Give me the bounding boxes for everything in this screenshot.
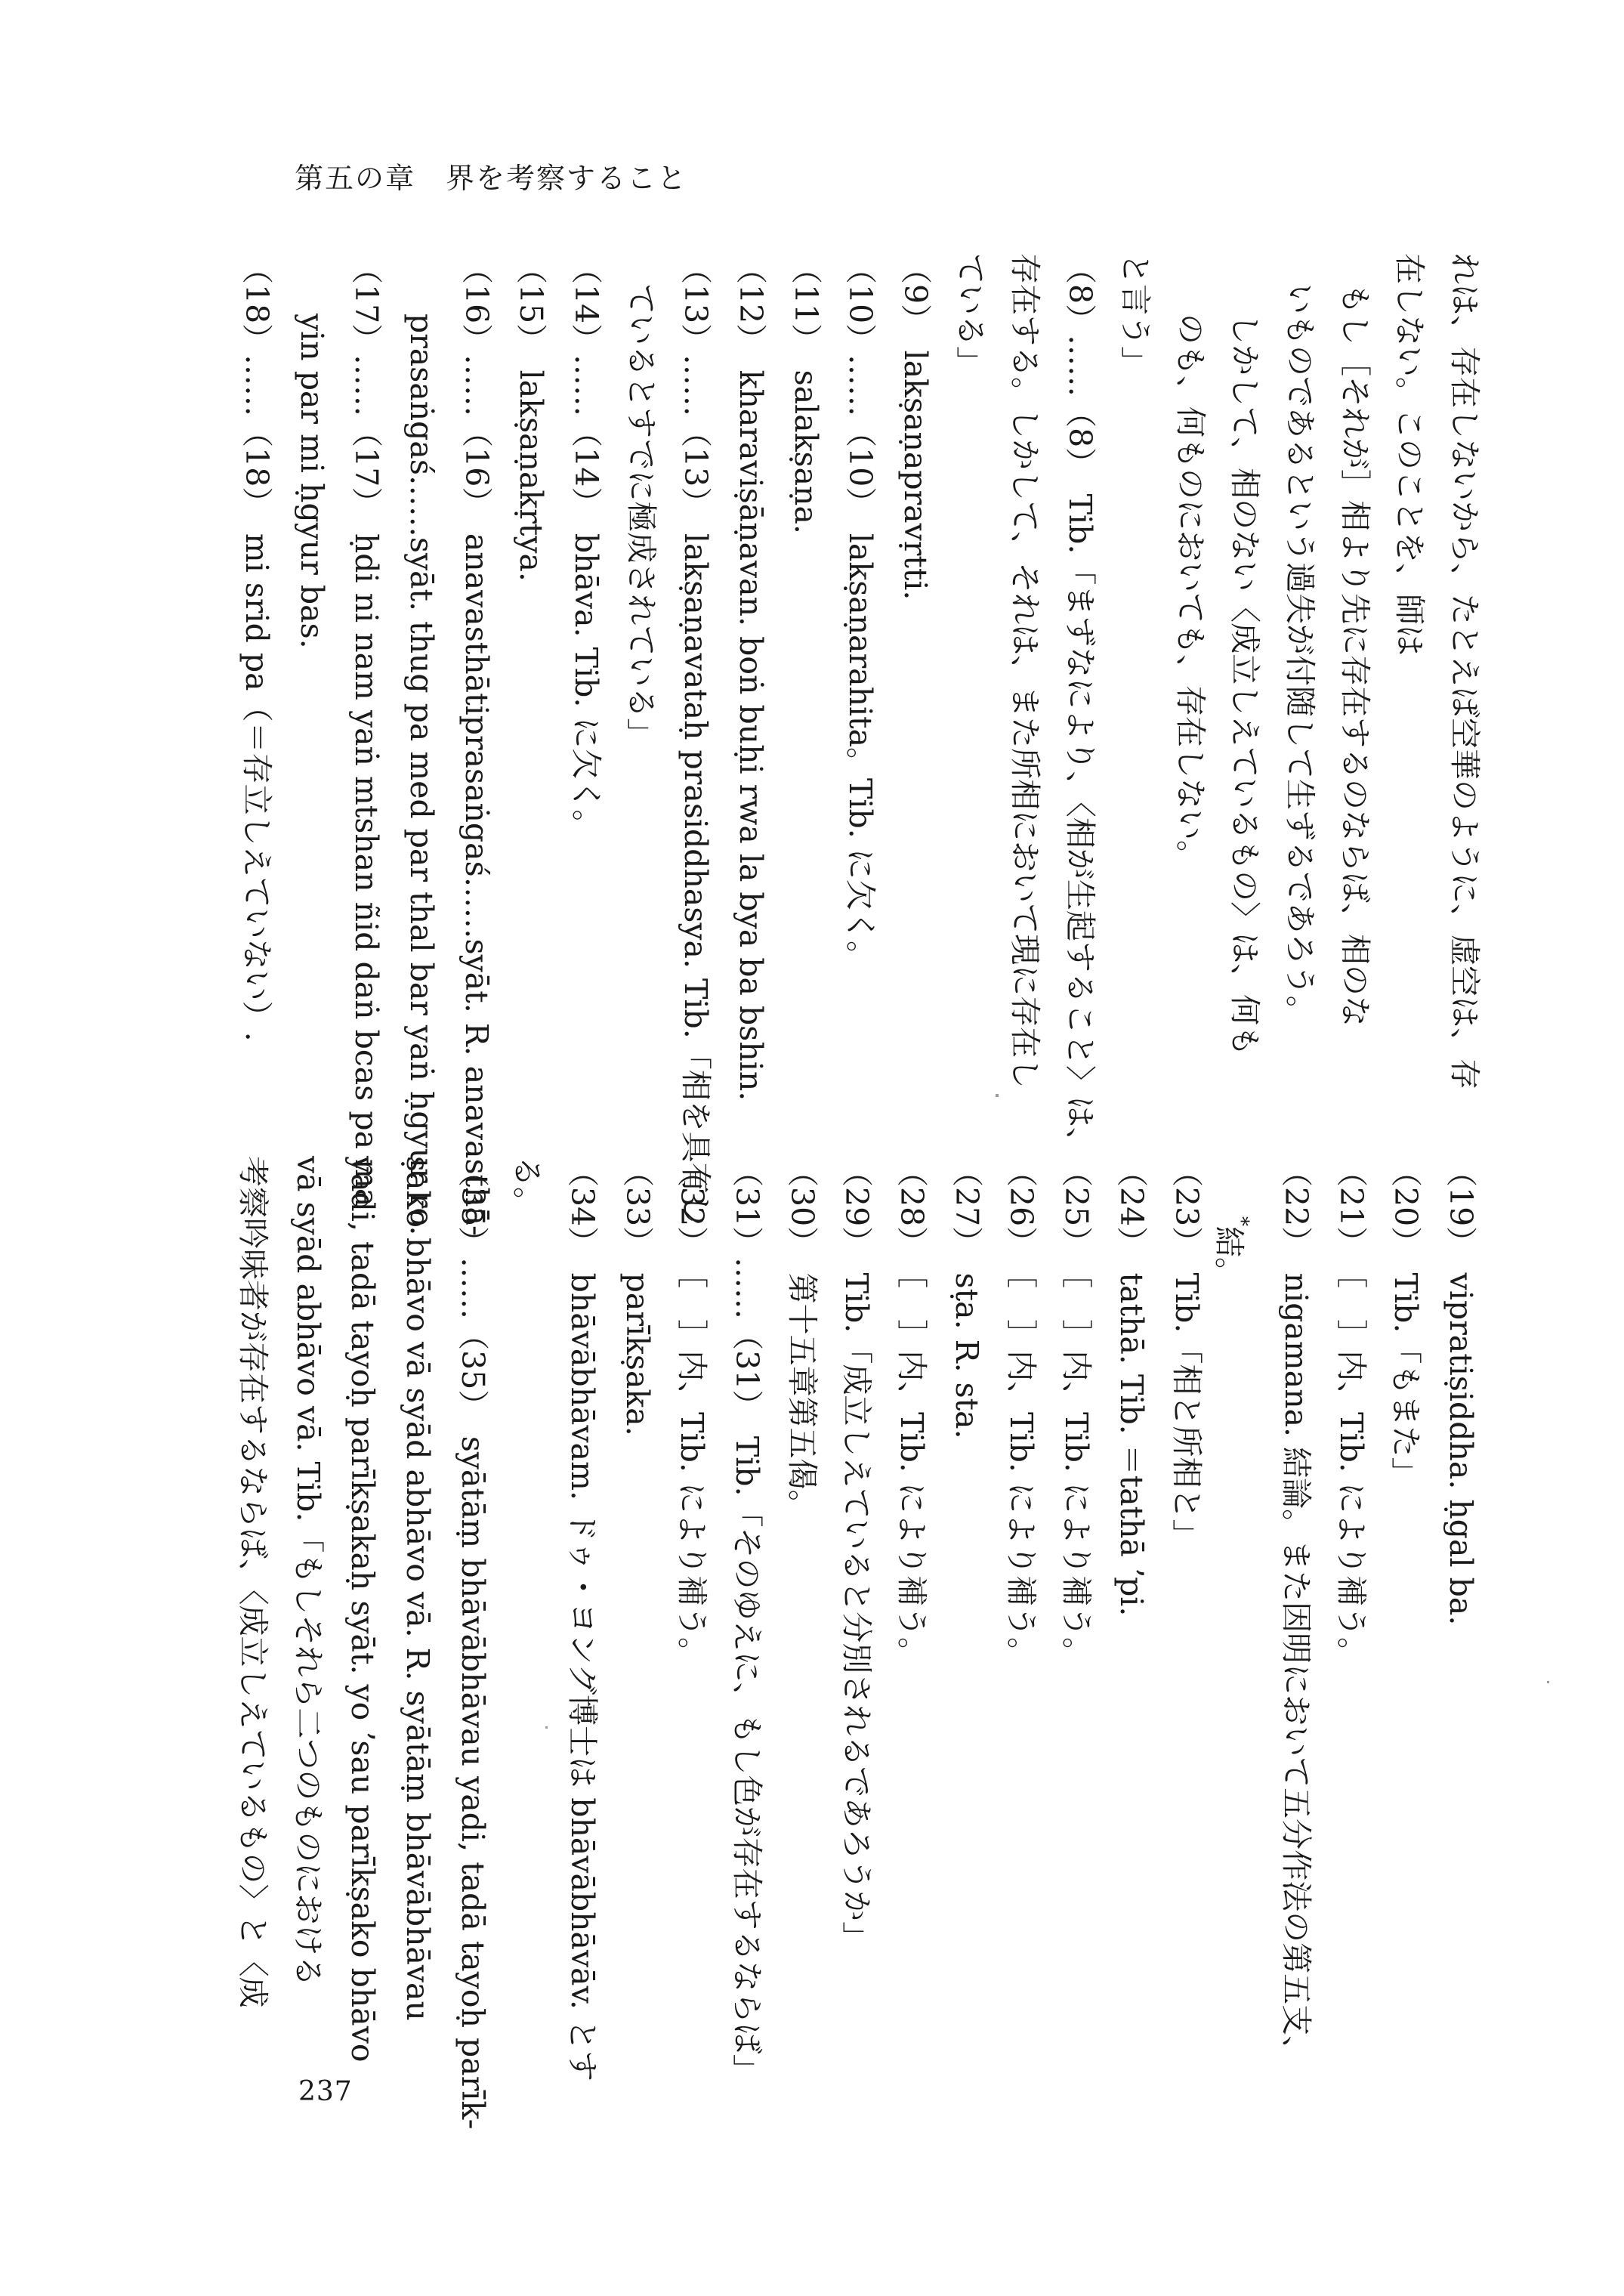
text-line: vā syād abhāvo vā. Tib.「もしそれら二つのものにおける — [289, 1156, 326, 1987]
note-22: （22） nigamana. 結論。また因明において五分作法の第五支、 — [1277, 1156, 1314, 2067]
note-8: （8）……（8） Tib.「まずなにより、〈相が生起すること〉は、 — [1062, 253, 1099, 1158]
scan-speck — [545, 1726, 548, 1729]
note-13: （13）……（13） lakṣaṇavataḥ prasiddhasya. Tib.「相を具有し — [678, 253, 715, 1225]
note-16: （16）……（16） anavasthātiprasaṅgaś……syāt. R. anavasthā- — [458, 253, 495, 1236]
scan-speck — [1547, 1681, 1549, 1683]
quoted-verse-line: しかして、相のない〈成立しえているもの〉は、何も — [1227, 314, 1264, 1057]
quoted-verse-line: いものであるという過失が付随して生ずるであろう。 — [1281, 283, 1318, 1027]
note-27: （27） sṭa. R. sta. — [948, 1156, 985, 1439]
note-9: （9） lakṣaṇapravṛtti. — [897, 253, 934, 601]
running-header: 第五の章 界を考察すること — [295, 162, 688, 195]
note-20: （20） Tib.「もまた」 — [1388, 1156, 1425, 1488]
note-30: （30） 第十五章第五偈。 — [783, 1156, 820, 1521]
note-11: （11） salakṣaṇa. — [787, 253, 824, 534]
note-10: （10）……（10） lakṣaṇarahita。Tib. に欠く。 — [842, 253, 879, 972]
note-25: （25） ［ ］内、Tib. により補う。 — [1058, 1156, 1095, 1668]
note-35: （35）……（35） syātāṃ bhāvābhāvau yadi, tadā tayoḥ parīk- — [454, 1156, 491, 2130]
text-line: る。 — [509, 1156, 546, 1218]
note-17: （17）……（17） ḥdi ni nam yaṅ mtshan ñid daṅ bcas pa ma — [348, 253, 385, 1207]
note-18: （18）……（18） mi srid pa（＝存立しえていない）. — [238, 253, 275, 1042]
note-29: （29） Tib.「成立しえていると分別されるであろうか」 — [838, 1156, 875, 1952]
note-31: （31）……（31） Tib.「そのゆえに、もし色が存在するならば」 — [729, 1156, 766, 2085]
text-line: れは、存在しないから、たとえば空華のように、虚空は、存 — [1446, 253, 1483, 1089]
note-19: （19） vipratiṣiddha. ḥgal ba. — [1443, 1156, 1479, 1626]
scan-speck — [996, 1094, 999, 1097]
text-line: yin par mi ḥgyur bas. — [293, 314, 330, 649]
text-line: ているとすでに極成されている」 — [622, 283, 659, 749]
text-line: 考察吟味者が存在するならば、〈成立しえているもの〉と〈成 — [234, 1156, 271, 2008]
notes-block-top — [229, 253, 1492, 1236]
note-14: （14）……（14） bhāva. Tib. に欠く。 — [568, 253, 604, 841]
quoted-verse-line: もし［それが］相より先に存在するのならば、相のな — [1336, 283, 1373, 1027]
note-32: （32） ［ ］内、Tib. により補う。 — [674, 1156, 711, 1668]
quoted-verse-line: のも、何ものにおいても、存在しない。 — [1172, 314, 1209, 871]
note-26: （26） ［ ］内、Tib. により補う。 — [1003, 1156, 1040, 1668]
text-line: 存在する。しかして、それは、また所相において現に存在し — [1007, 253, 1044, 1089]
note-33: （33） parīkṣaka. — [619, 1156, 656, 1436]
note-34: （34） bhāvābhāvam. ドゥ・ヨング博士は bhāvābhāvāv. とす — [564, 1156, 601, 2081]
note-23: （23） Tib.「相と所相と」 — [1168, 1156, 1205, 1550]
note-24: （24） tathā. Tib. ＝tathā ʼpi. — [1113, 1156, 1150, 1617]
text-line — [1211, 1156, 1269, 2055]
text-line-content: 結。 — [1211, 1226, 1248, 1288]
text-line: ている」 — [952, 253, 989, 377]
note-21: （21） ［ ］内、Tib. により補う。 — [1332, 1156, 1369, 1668]
asterisk-marker: * — [1230, 1216, 1253, 1226]
note-15: （15） lakṣaṇakṛtya. — [513, 253, 550, 582]
note-28: （28） ［ ］内、Tib. により補う。 — [894, 1156, 931, 1668]
text-line: ṣako bhāvo vā syād abhāvo vā. R. syātāṃ bhāvābhāvau — [399, 1156, 436, 2021]
text-line: prasaṅgaś……syāt. thug pa med par thal bar yaṅ ḥgyur ro. — [403, 314, 440, 1236]
note-12: （12） kharaviṣāṇavan. boṅ buḥi rwa la bya ba bshin. — [733, 253, 770, 1102]
text-line: と言う」 — [1116, 253, 1153, 377]
text-line: yadi, tadā tayoḥ parīkṣakaḥ syāt. yo ʼsau parīkṣako bhāvo — [344, 1156, 381, 2063]
page-number: 237 — [298, 2076, 353, 2107]
text-line: 在しない。このことを、師は — [1391, 253, 1428, 656]
